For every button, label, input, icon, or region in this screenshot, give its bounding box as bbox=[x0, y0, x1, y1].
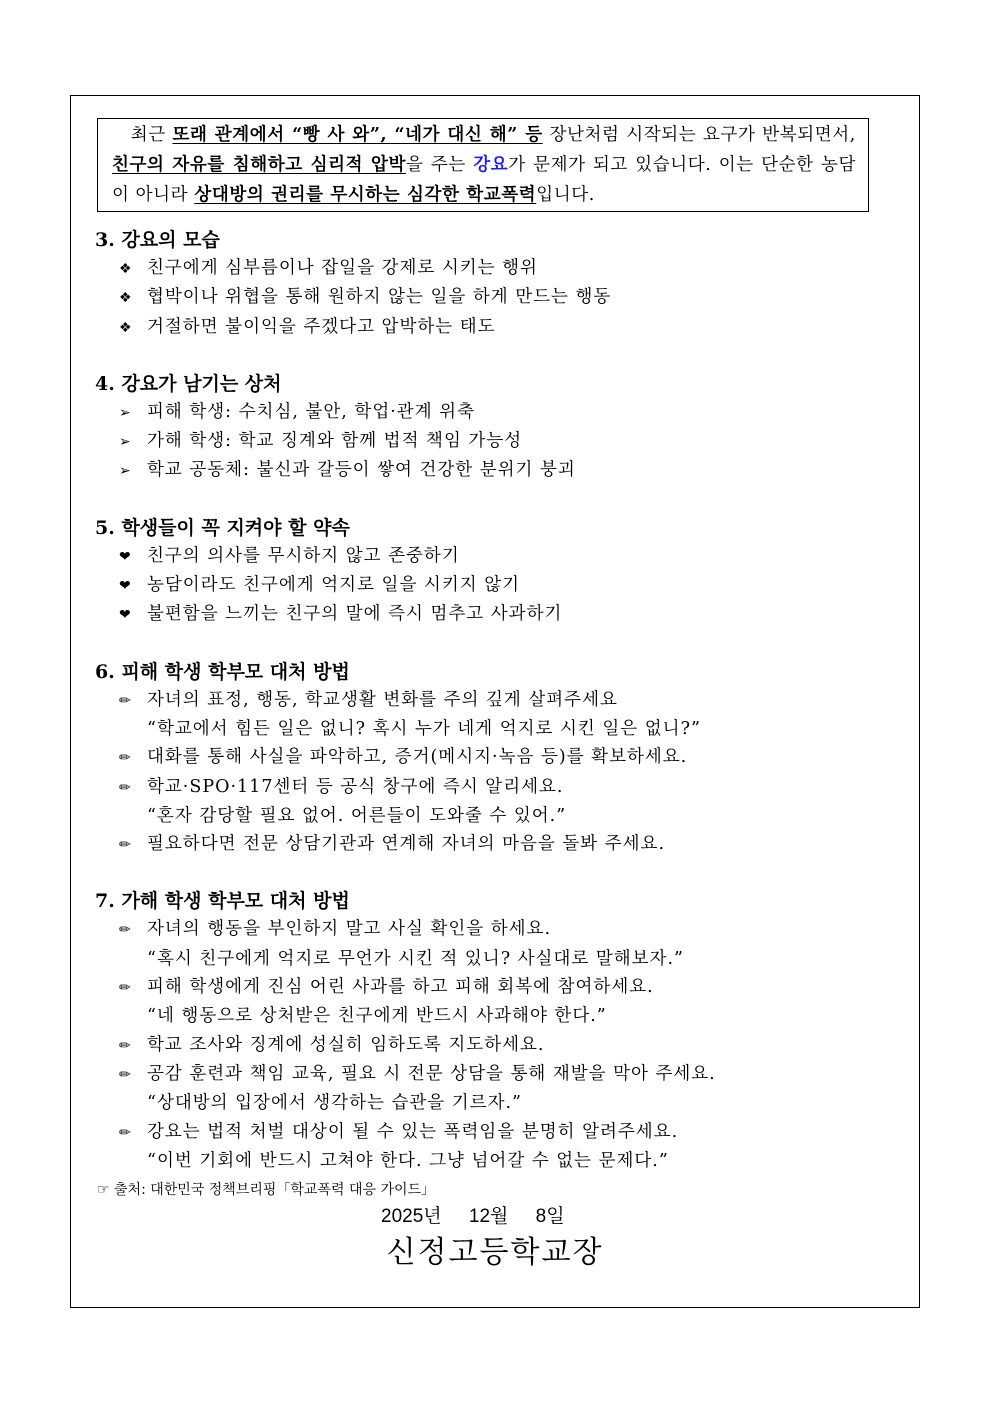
emphasis-text: 또래 관계에서 “빵 사 와”, “네가 대신 해” 등 bbox=[172, 125, 543, 145]
intro-text: 입니다. bbox=[536, 185, 595, 205]
bullet-icon: ❖ bbox=[119, 261, 133, 277]
bullet-icon: ➢ bbox=[119, 404, 132, 421]
pointing-hand-icon: ☞ bbox=[97, 1182, 110, 1199]
item-text: 학교·SPO·117센터 등 공식 창구에 즉시 알리세요. bbox=[147, 776, 564, 797]
bullet-icon: ✏ bbox=[119, 779, 132, 796]
list-item bbox=[95, 773, 885, 802]
list-item bbox=[95, 283, 885, 312]
list-item bbox=[95, 1031, 885, 1060]
item-text: 대화를 통해 사실을 파악하고, 증거(메시지·녹음 등)를 확보하세요. bbox=[147, 747, 688, 768]
bullet-icon: ❤ bbox=[119, 548, 132, 565]
section bbox=[95, 226, 885, 342]
quote-text: “혼자 감당할 필요 없어. 어른들이 도와줄 수 있어.” bbox=[147, 805, 567, 826]
emphasis-text: 상대방의 권리를 무시하는 심각한 학교폭력 bbox=[194, 185, 537, 205]
bullet-icon: ✏ bbox=[119, 837, 132, 854]
emphasis-text: 친구의 자유를 침해하고 심리적 압박 bbox=[112, 155, 407, 175]
section-heading: 3. 강요의 모습 bbox=[95, 229, 220, 251]
source-text: 출처: 대한민국 정책브리핑「학교폭력 대응 가이드」 bbox=[114, 1182, 436, 1199]
section bbox=[95, 514, 885, 630]
list-item bbox=[95, 973, 885, 1002]
quote-text: “학교에서 힘든 일은 없니? 혹시 누가 네게 억지로 시킨 일은 없니?” bbox=[147, 718, 701, 739]
list-item bbox=[95, 915, 885, 944]
item-text: 강요는 법적 처벌 대상이 될 수 있는 폭력임을 분명히 알려주세요. bbox=[147, 1121, 679, 1142]
item-text: 거절하면 불이익을 주겠다고 압박하는 태도 bbox=[147, 316, 496, 337]
intro-box bbox=[97, 118, 869, 212]
quote-text: “혹시 친구에게 억지로 무언가 시킨 적 있니? 사실대로 말해보자.” bbox=[147, 948, 684, 969]
bullet-icon: ❖ bbox=[119, 290, 133, 307]
section-heading: 4. 강요가 남기는 상처 bbox=[95, 372, 282, 395]
section-heading: 7. 가해 학생 학부모 대처 방법 bbox=[95, 890, 350, 913]
intro-text: 을 주는 bbox=[406, 155, 474, 175]
bullet-icon: ❤ bbox=[119, 607, 132, 624]
bullet-icon: ❖ bbox=[119, 319, 133, 336]
item-text: 피해 학생: 수치심, 불안, 학업·관계 위축 bbox=[147, 401, 475, 422]
item-text: 학교 공동체: 불신과 갈등이 쌓여 건강한 분위기 붕괴 bbox=[147, 460, 576, 481]
bullet-icon: ➢ bbox=[119, 463, 132, 480]
bullet-icon: ✏ bbox=[119, 1066, 132, 1083]
intro-text: 가 문제가 되고 있습니다. 이는 단순한 농담이 아니라 bbox=[112, 155, 856, 205]
source-note bbox=[97, 1179, 879, 1201]
bullet-icon: ✏ bbox=[119, 922, 132, 939]
item-text: 학교 조사와 징계에 성실히 임하도록 지도하세요. bbox=[147, 1034, 545, 1055]
bullet-icon: ✏ bbox=[119, 1037, 132, 1054]
item-text: 친구의 의사를 무시하지 않고 존중하기 bbox=[147, 545, 460, 566]
list-item bbox=[95, 1060, 885, 1089]
quote-text: “네 행동으로 상처받은 친구에게 반드시 사과해야 한다.” bbox=[147, 1006, 607, 1027]
list-item bbox=[95, 830, 885, 859]
highlight-keyword: 강요 bbox=[473, 155, 509, 175]
list-item bbox=[95, 600, 885, 629]
section bbox=[95, 370, 885, 486]
section bbox=[95, 887, 885, 1175]
list-item bbox=[95, 686, 885, 715]
bullet-icon: ✏ bbox=[119, 692, 132, 709]
list-item bbox=[95, 571, 885, 600]
list-item bbox=[95, 456, 885, 485]
quote-text: “상대방의 입장에서 생각하는 습관을 기르자.” bbox=[147, 1093, 522, 1114]
item-text: 협박이나 위협을 통해 원하지 않는 일을 하게 만드는 행동 bbox=[147, 287, 612, 308]
section bbox=[95, 658, 885, 860]
list-item bbox=[95, 542, 885, 571]
list-item bbox=[95, 1118, 885, 1147]
list-item bbox=[95, 254, 885, 283]
list-item bbox=[95, 427, 885, 456]
bullet-icon: ❤ bbox=[119, 578, 132, 595]
bullet-icon: ✏ bbox=[119, 1124, 132, 1141]
item-text: 농담이라도 친구에게 억지로 일을 시키지 않기 bbox=[147, 575, 521, 596]
item-text: 필요하다면 전문 상담기관과 연계해 자녀의 마음을 돌봐 주세요. bbox=[147, 834, 666, 855]
bullet-icon: ✏ bbox=[119, 980, 132, 997]
document-date: 2025년 12월 8일 bbox=[381, 1206, 565, 1228]
list-item bbox=[95, 398, 885, 427]
item-text: 자녀의 표정, 행동, 학교생활 변화를 주의 깊게 살펴주세요 bbox=[147, 689, 618, 710]
item-text: 불편함을 느끼는 친구의 말에 즉시 멈추고 사과하기 bbox=[147, 604, 563, 625]
item-text: 공감 훈련과 책임 교육, 필요 시 전문 상담을 통해 재발을 막아 주세요. bbox=[147, 1063, 716, 1084]
intro-text: 장난처럼 시작되는 요구가 반복되면서, bbox=[542, 125, 856, 145]
item-text: 피해 학생에게 진심 어린 사과를 하고 피해 회복에 참여하세요. bbox=[147, 977, 654, 998]
list-item bbox=[95, 313, 885, 342]
item-text: 가해 학생: 학교 징계와 함께 법적 책임 가능성 bbox=[147, 431, 523, 452]
signature: 신정고등학교장 bbox=[386, 1235, 604, 1271]
item-text: 친구에게 심부름이나 잡일을 강제로 시키는 행위 bbox=[147, 258, 538, 278]
bullet-icon: ✏ bbox=[119, 750, 132, 767]
item-text: 자녀의 행동을 부인하지 말고 사실 확인을 하세요. bbox=[147, 919, 552, 940]
quote-text: “이번 기회에 반드시 고쳐야 한다. 그냥 넘어갈 수 없는 문제다.” bbox=[147, 1150, 669, 1171]
document-border bbox=[70, 95, 920, 1308]
sections bbox=[95, 226, 885, 1175]
bullet-icon: ➢ bbox=[119, 434, 132, 451]
intro-text: 최근 bbox=[112, 125, 173, 145]
section-heading: 5. 학생들이 꼭 지켜야 할 약속 bbox=[95, 516, 350, 539]
section-heading: 6. 피해 학생 학부모 대처 방법 bbox=[95, 660, 350, 683]
list-item bbox=[95, 743, 885, 772]
